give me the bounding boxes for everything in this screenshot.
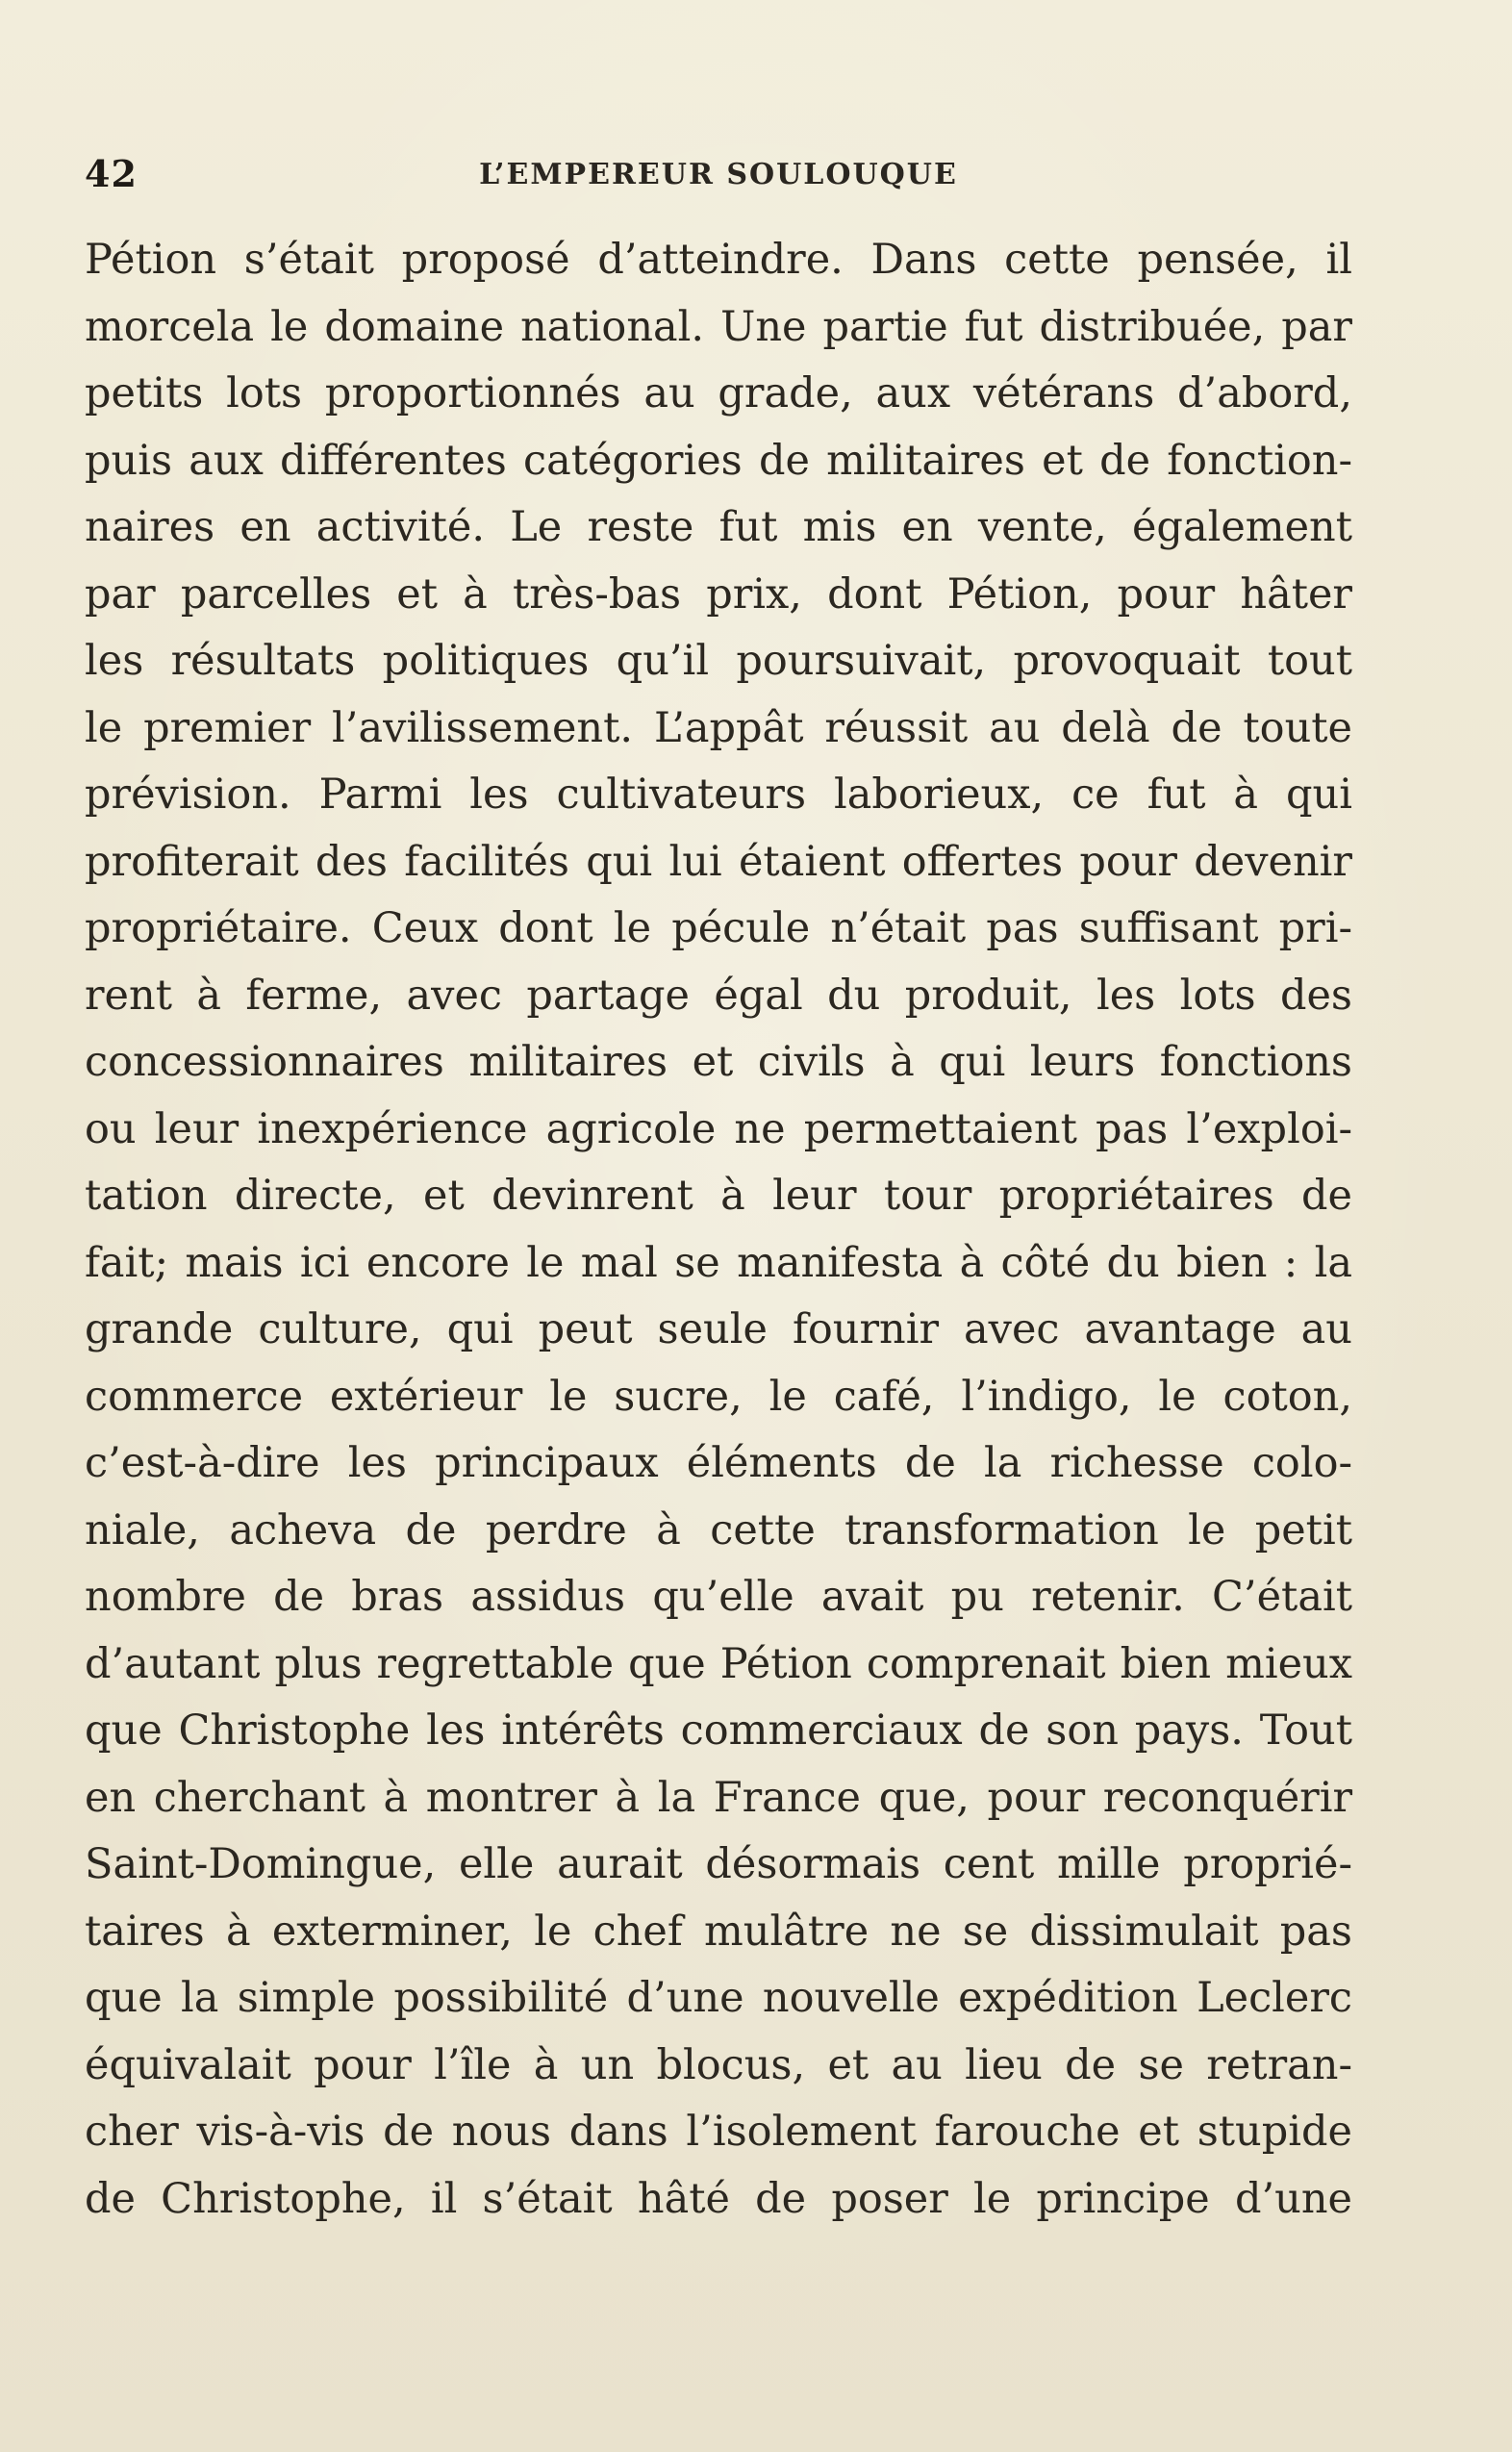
- text-line: profiterait des facilités qui lui étaient offertes pour devenir: [85, 837, 1352, 886]
- text-line: commerce extérieur le sucre, le café, l’indigo, le coton,: [85, 1372, 1352, 1421]
- text-line: que la simple possibilité d’une nouvelle expédition Leclerc: [85, 1974, 1352, 2022]
- text-line: Pétion s’était proposé d’atteindre. Dans cette pensée, il: [85, 236, 1352, 284]
- text-line: en cherchant à montrer à la France que, pour reconquérir: [85, 1773, 1352, 1822]
- running-title: L’EMPEREUR SOULOUQUE: [479, 158, 958, 191]
- text-line: fait; mais ici encore le mal se manifesta à côté du bien : la: [85, 1238, 1352, 1287]
- text-line: le premier l’avilissement. L’appât réussit au delà de toute: [85, 703, 1352, 752]
- text-line: niale, acheva de perdre à cette transformation le petit: [85, 1505, 1352, 1555]
- text-line: grande culture, qui peut seule fournir avec avantage au: [85, 1305, 1352, 1353]
- text-line: les résultats politiques qu’il poursuivait, provoquait tout: [85, 637, 1352, 685]
- text-line: petits lots proportionnés au grade, aux vétérans d’abord,: [85, 369, 1352, 417]
- text-line: rent à ferme, avec partage égal du produit, les lots des: [85, 971, 1352, 1020]
- text-line: équivalait pour l’île à un blocus, et au lieu de se retran-: [85, 2040, 1352, 2089]
- text-line: d’autant plus regrettable que Pétion comprenait bien mieux: [85, 1639, 1352, 1688]
- running-head: [85, 152, 1352, 210]
- text-line: tation directe, et devinrent à leur tour propriétaires de: [85, 1172, 1352, 1220]
- text-line: taires à exterminer, le chef mulâtre ne se dissimulait pas: [85, 1907, 1352, 1956]
- text-line: concessionnaires militaires et civils à qui leurs fonctions: [85, 1038, 1352, 1086]
- text-line: naires en activité. Le reste fut mis en vente, également: [85, 503, 1352, 551]
- text-line: Saint-Domingue, elle aurait désormais cent mille proprié-: [85, 1840, 1352, 1888]
- body-text: [85, 227, 1352, 2233]
- page-number: 42: [85, 152, 138, 195]
- text-line: nombre de bras assidus qu’elle avait pu retenir. C’était: [85, 1573, 1352, 1621]
- text-line: par parcelles et à très-bas prix, dont Pétion, pour hâter: [85, 569, 1352, 619]
- text-line: ou leur inexpérience agricole ne permettaient pas l’exploi-: [85, 1104, 1352, 1153]
- text-line: cher vis-à-vis de nous dans l’isolement farouche et stupide: [85, 2108, 1352, 2156]
- text-line: de Christophe, il s’était hâté de poser le principe d’une: [85, 2174, 1352, 2223]
- text-line: propriétaire. Ceux dont le pécule n’était pas suffisant pri-: [85, 904, 1352, 952]
- text-line: c’est-à-dire les principaux éléments de la richesse colo-: [85, 1439, 1352, 1487]
- text-line: que Christophe les intérêts commerciaux de son pays. Tout: [85, 1706, 1352, 1755]
- text-line: prévision. Parmi les cultivateurs laborieux, ce fut à qui: [85, 771, 1352, 819]
- text-line: puis aux différentes catégories de militaires et de fonction-: [85, 436, 1352, 485]
- text-line: morcela le domaine national. Une partie fut distribuée, par: [85, 302, 1352, 351]
